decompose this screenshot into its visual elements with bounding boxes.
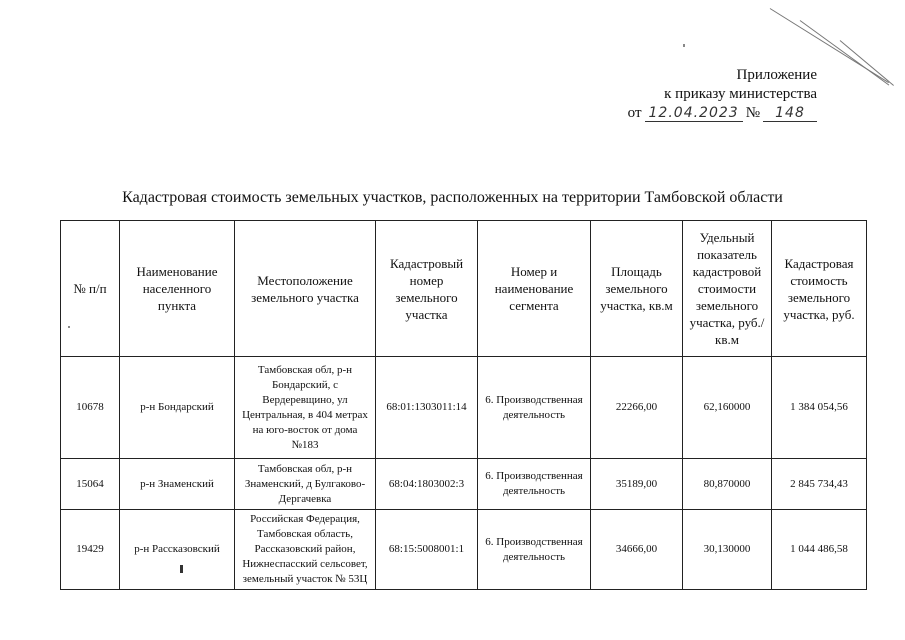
appendix-date-line [628, 104, 817, 123]
table-row [61, 357, 867, 459]
table-row [61, 510, 867, 590]
cell-segment: 6. Производственная деятельность [478, 357, 591, 459]
cell-location: Тамбовская обл, р-н Бондарский, с Вердеревщино, ул Центральная, в 404 метрах на юго-восток от дома №183 [235, 357, 376, 459]
cell-cost: 1 384 054,56 [772, 357, 867, 459]
document-title: Кадастровая стоимость земельных участков, расположенных на территории Тамбовской области [122, 189, 783, 206]
cell-settlement: р-н Рассказовский [120, 510, 235, 590]
cell-segment: 6. Производственная деятельность [478, 510, 591, 590]
cell-cadastral: 68:15:5008001:1 [376, 510, 478, 590]
cell-unit-value: 80,870000 [683, 459, 772, 510]
cell-unit-value: 30,130000 [683, 510, 772, 590]
cell-location: Российская Федерация, Тамбовская область, Рассказовский район, Нижнеспасский сельсовет, земельный участок № 53Ц [235, 510, 376, 590]
cell-area: 35189,00 [591, 459, 683, 510]
order-date: 12.04.2023 [645, 105, 743, 122]
cell-settlement: р-н Знаменский [120, 459, 235, 510]
appendix-title: Приложение [736, 67, 817, 83]
cell-area: 22266,00 [591, 357, 683, 459]
scan-speck [683, 44, 685, 47]
cell-cost: 1 044 486,58 [772, 510, 867, 590]
scan-stroke [840, 40, 894, 86]
appendix-block [628, 66, 817, 123]
cell-num: 10678 [61, 357, 120, 459]
header-cell: Площадь земельного участка, кв.м [591, 221, 683, 357]
cadastral-table [60, 220, 867, 590]
cell-cadastral: 68:04:1803002:3 [376, 459, 478, 510]
cell-num: 19429 [61, 510, 120, 590]
header-cell: Наименование населенного пункта [120, 221, 235, 357]
number-label: № [745, 105, 760, 121]
cell-cadastral: 68:01:1303011:14 [376, 357, 478, 459]
table-header-row [61, 221, 867, 357]
from-label: от [627, 105, 642, 121]
header-cell: Удельный показатель кадастровой стоимости земельного участка, руб./кв.м [683, 221, 772, 357]
table-row [61, 459, 867, 510]
header-cell: № п/п [61, 221, 120, 357]
header-cell: Кадастровая стоимость земельного участка, руб. [772, 221, 867, 357]
header-cell: Номер и наименование сегмента [478, 221, 591, 357]
cell-unit-value: 62,160000 [683, 357, 772, 459]
cell-segment: 6. Производственная деятельность [478, 459, 591, 510]
appendix-order-line: к приказу министерства [664, 86, 817, 102]
cell-settlement: р-н Бондарский [120, 357, 235, 459]
cell-location: Тамбовская обл, р-н Знаменский, д Булгаково-Дергачевка [235, 459, 376, 510]
cell-num: 15064 [61, 459, 120, 510]
cell-cost: 2 845 734,43 [772, 459, 867, 510]
cell-area: 34666,00 [591, 510, 683, 590]
order-number: 148 [763, 105, 817, 122]
header-cell: Местоположение земельного участка [235, 221, 376, 357]
header-cell: Кадастровый номер земельного участка [376, 221, 478, 357]
